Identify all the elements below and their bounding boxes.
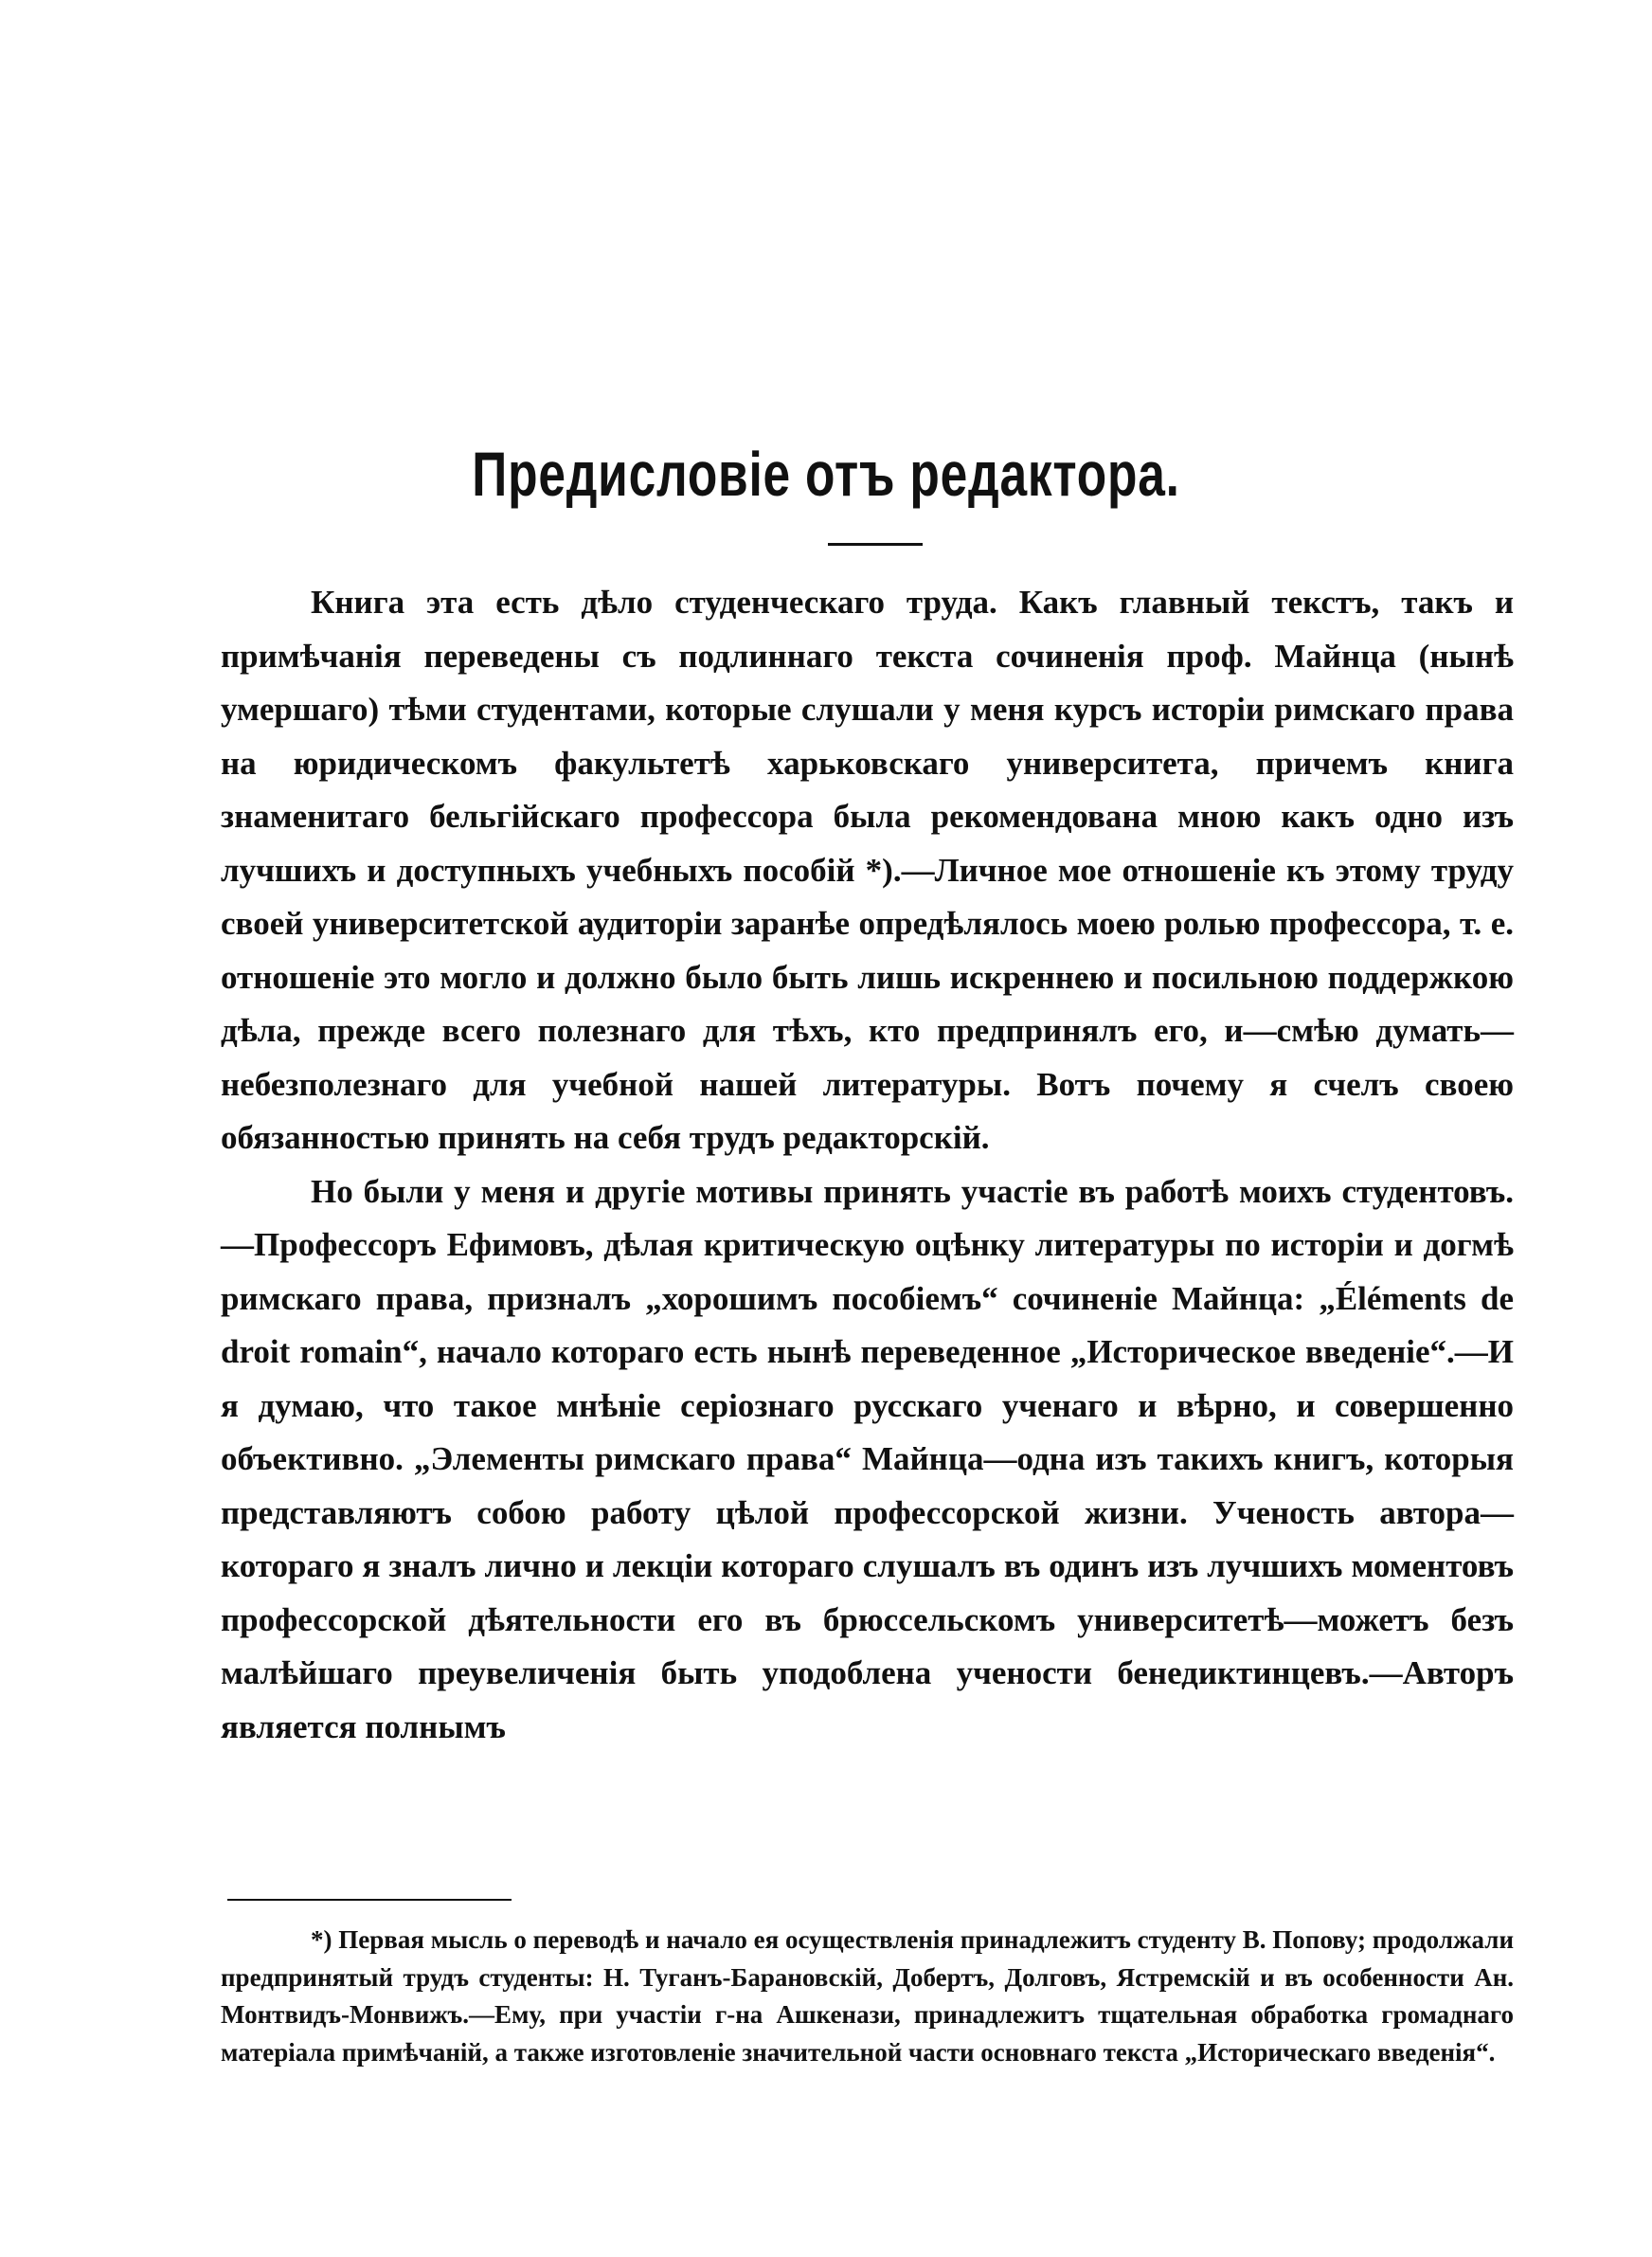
paragraph: Но были у меня и другіе мотивы принять участіе въ работѣ моихъ студентовъ.—Профессоръ Ефимовъ, дѣлая критическую оцѣнку литературы по исторіи и догмѣ римскаго права, призналъ „хорошимъ пособіемъ“ сочиненіе Майнца: „Éléments de droit romain“, начало котораго есть нынѣ переведенное „Историческое введеніе“.—И я думаю, что такое мнѣніе серіознаго русскаго ученаго и вѣрно, и совершенно объективно. „Элементы римскаго права“ Майнца—одна изъ такихъ книгъ, которыя представляютъ собою работу цѣлой профессорской жизни. Ученость автора—котораго я зналъ лично и лекціи котораго слушалъ въ одинъ изъ лучшихъ моментовъ профессорской дѣятельности его въ брюссельскомъ университетѣ—можетъ безъ малѣйшаго преувеличенія быть уподоблена учености бенедиктинцевъ.—Авторъ является полнымъ (221, 1172, 1514, 1745)
footnote: *) Первая мысль о переводѣ и начало ея осуществленія принадлежитъ студенту В. Попову; продолжали предпринятый трудъ студенты: Н. Туганъ-Барановскій, Добертъ, Долговъ, Ястремскій и въ особенности Ан. Монтвидъ-Монвижъ.—Ему, при участіи г-на Ашкенази, принадлежитъ тщательная обработка громаднаго матеріала примѣчаній, а также изготовленіе значительной части основнаго текста „Историческаго введенія“. (221, 1925, 1514, 2067)
main-text (221, 576, 1514, 1754)
title-divider (828, 543, 923, 546)
footnote-divider (227, 1899, 512, 1901)
page-title: Предисловіе отъ редактора. (472, 439, 1180, 509)
paragraph: Книга эта есть дѣло студенческаго труда. Какъ главный текстъ, такъ и примѣчанія переведены съ подлиннаго текста сочиненія проф. Майнца (нынѣ умершаго) тѣми студентами, которые слушали у меня курсъ исторіи римскаго права на юридическомъ факультетѣ харьковскаго университета, причемъ книга знаменитаго бельгійскаго профессора была рекомендована мною какъ одно изъ лучшихъ и доступныхъ учебныхъ пособій *).—Личное мое отношеніе къ этому труду своей университетской аудиторіи заранѣе опредѣлялось моею ролью профессора, т. е. отношеніе это могло и должно было быть лишь искреннею и посильною поддержкою дѣла, прежде всего полезнаго для тѣхъ, кто предпринялъ его, и—смѣю думать—небезполезнаго для учебной нашей литературы. Вотъ почему я счелъ своею обязанностью принять на себя трудъ редакторскій. (221, 584, 1514, 1156)
